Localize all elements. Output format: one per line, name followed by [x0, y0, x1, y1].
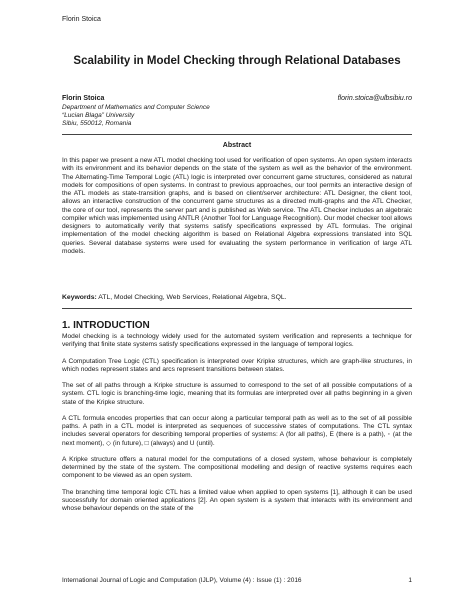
introduction-body [62, 333, 412, 521]
page-number: 1 [408, 577, 412, 584]
body-paragraph: A CTL formula encodes properties that can occur along a particular temporal path as well as to the set of all possible paths. A path in a CTL model is interpreted as sequences of successive states of computations. The CTL syntax includes several operators for describing temporal properties of systems: A (for all paths), E (there is a path), ◦ (at the next moment), ◇ (in future), □ (always) and U (until). [62, 414, 412, 447]
body-paragraph: A Computation Tree Logic (CTL) specification is interpreted over Kripke structures, which are graph-like structures, in which nodes represent states and arcs represent transitions between states. [62, 357, 412, 373]
abstract-top-rule [62, 134, 412, 135]
affiliation-city: Sibiu, 550012, Romania [62, 120, 132, 127]
affiliation-university: “Lucian Blaga” University [62, 112, 135, 119]
author-affiliation [62, 104, 210, 128]
body-paragraph: The branching time temporal logic CTL has a limited value when applied to open systems [1], although it can be used successfully for domain oriented applications [2]. An open system is a system that interacts with its environment and whose behaviour depends on the state of the [62, 488, 412, 512]
footer-journal: International Journal of Logic and Computation (IJLP), Volume (4) : Issue (1) : 2016 [62, 577, 302, 584]
paper-title: Scalability in Model Checking through Relational Databases [73, 55, 401, 67]
abstract-heading: Abstract [222, 142, 252, 149]
affiliation-department: Department of Mathematics and Computer Science [62, 104, 210, 111]
keywords-bottom-rule [62, 308, 412, 309]
running-head: Florin Stoica [62, 16, 101, 23]
author-email: florin.stoica@ulbsibiu.ro [337, 95, 412, 102]
keywords-label: Keywords: [62, 294, 97, 301]
body-paragraph: A Kripke structure offers a natural model for the computations of a closed system, whose behaviour is completely determined by the state of the system. The compositional modelling and design of reactive systems requires each component to be viewed as an open system. [62, 455, 412, 480]
section-heading-introduction: 1. INTRODUCTION [62, 320, 150, 331]
abstract-text: In this paper we present a new ATL model checking tool used for verification of open systems. An open system interacts with its environment and its behavior depends on the state of the system as well as the behavior of the environment. The Alternating-Time Temporal Logic (ATL) logic is interpreted over concurrent game structures, considered as natural models for compositions of open systems. In contrast to previous approaches, our tool permits an interactive design of the ATL models as state-transition graphs, and is based on client/server architecture: ATL Designer, the client tool, allows an interactive construction of the concurrent game structures as a directed multi-graphs and the ATL Checker, the core of our tool, represents the server part and is published as Web service. The ATL Checker includes an algebraic compiler which was implemented using ANTLR (Another Tool for Language Recognition). Our model checker tool allows designers to automatically verify that systems satisfy specifications expressed by ATL formulas. The original implementation of the model checking algorithm is based on Relational Algebra expressions translated into SQL queries. Several database systems were used for evaluating the system performance in verification of large ATL models. [62, 157, 412, 255]
body-paragraph: The set of all paths through a Kripke structure is assumed to correspond to the set of all possible computations of a system. CTL logic is branching-time logic, meaning that its formulas are interpreted over all paths beginning in a given state of the Kripke structure. [62, 382, 412, 406]
body-paragraph: Model checking is a technology widely used for the automated system verification and represents a technique for verifying that finite state systems satisfy specifications expressed in the language of temporal logics. [62, 333, 412, 349]
keywords-text: ATL, Model Checking, Web Services, Relational Algebra, SQL. [98, 294, 287, 301]
keywords [62, 294, 412, 301]
author-name: Florin Stoica [62, 95, 105, 102]
